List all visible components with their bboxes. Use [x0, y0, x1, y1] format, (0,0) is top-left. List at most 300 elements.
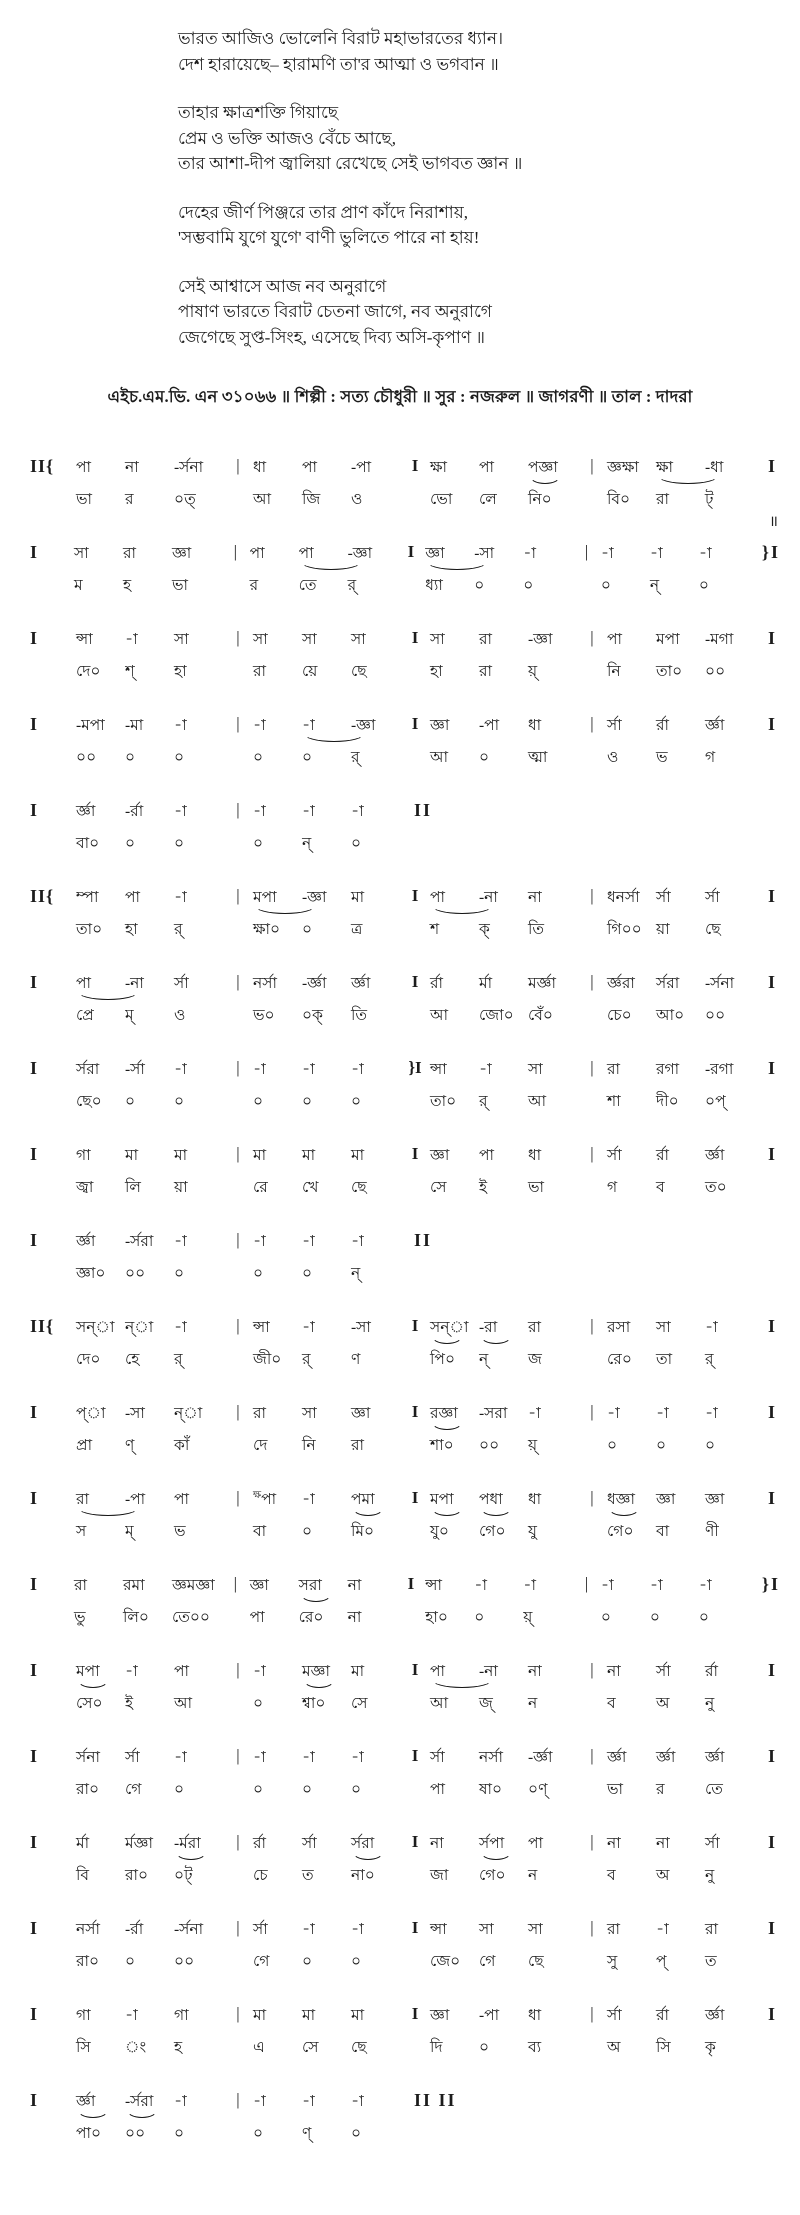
- note-text: -া: [125, 1663, 138, 1680]
- note-text: না: [607, 1663, 621, 1680]
- note-text: -না: [125, 975, 144, 992]
- lyric-text: ছে: [351, 663, 367, 680]
- lyric-text: র্: [347, 577, 357, 594]
- note-text: সা: [351, 631, 366, 648]
- note-text: -া: [125, 2007, 138, 2024]
- system-end-marker: I: [768, 1746, 778, 1766]
- note-text: পা: [479, 1147, 495, 1164]
- system-end-marker: II: [414, 800, 433, 820]
- lyric-text: ০০: [76, 749, 97, 766]
- lyric-text: সে: [351, 1695, 368, 1712]
- note-cell: [528, 885, 577, 943]
- note-text: পা: [76, 971, 125, 996]
- note-text: -া: [302, 1921, 315, 1938]
- measure: [607, 713, 754, 771]
- note-text: -মা: [125, 717, 144, 734]
- note-cell: [607, 1487, 656, 1545]
- lyric-text: পা: [249, 1609, 265, 1626]
- note-text: সা: [174, 631, 189, 648]
- lyric-text: হা: [430, 663, 443, 680]
- measure: [76, 1229, 223, 1287]
- note-cell: [76, 2003, 125, 2061]
- note-cell: [125, 885, 174, 943]
- note-cell: [123, 541, 172, 599]
- bar-separator: |: [236, 1402, 240, 1421]
- note-text: -পা: [479, 2007, 500, 2024]
- note-text: মা: [351, 1663, 365, 1680]
- note-text: রা: [607, 1061, 621, 1078]
- note-cell: [430, 1401, 479, 1459]
- measure: [76, 2003, 223, 2061]
- lyric-text: ধ্যা: [425, 577, 443, 594]
- lyric-text: রা০: [76, 1781, 100, 1798]
- note-cell: [76, 1917, 125, 1975]
- note-text: -র্সনা: [174, 1921, 204, 1938]
- bar-separator: |: [236, 1746, 240, 1765]
- note-text: -া: [174, 1749, 187, 1766]
- note-cell: [253, 1487, 302, 1545]
- note-cell: [430, 971, 479, 1029]
- lyric-text: সে০: [76, 1695, 103, 1712]
- lyric-text: ০: [649, 1609, 660, 1626]
- measure: [607, 627, 754, 685]
- note-cell: [430, 1831, 479, 1889]
- system-end-marker: I: [768, 1402, 778, 1422]
- notation-system: [30, 885, 780, 943]
- note-text: -া: [174, 2093, 187, 2110]
- system-start-marker: II{: [30, 456, 55, 476]
- note-cell: [705, 713, 754, 771]
- note-cell: [430, 1745, 479, 1803]
- note-cell: [705, 1315, 754, 1373]
- note-cell: [351, 971, 400, 1029]
- note-text: র্জ্ঞা: [76, 2089, 125, 2114]
- note-text: র্সা: [430, 1749, 445, 1766]
- note-text: র্জ্ঞা: [76, 1233, 96, 1250]
- note-cell: [76, 1229, 125, 1287]
- note-cell: [528, 455, 577, 513]
- lyric-text: ০০: [705, 1007, 726, 1024]
- note-text: -া: [351, 803, 364, 820]
- lyric-text: পা০: [76, 2125, 102, 2142]
- note-text: -া: [253, 1663, 266, 1680]
- note-text: মর্জ্ঞা: [528, 975, 556, 992]
- note-cell: [430, 885, 479, 943]
- lyric-text: হে: [125, 1351, 140, 1368]
- note-cell: [125, 1917, 174, 1975]
- note-cell: [607, 2003, 656, 2061]
- lyric-text: তে: [705, 1781, 723, 1798]
- note-text: পা: [528, 1835, 544, 1852]
- lyric-text: ০: [698, 1609, 709, 1626]
- lyric-text: স: [76, 1523, 87, 1540]
- lyric-text: ০: [253, 1781, 264, 1798]
- note-cell: [523, 1573, 572, 1631]
- note-cell: [607, 1659, 656, 1717]
- note-text: -র্রা: [125, 1921, 144, 1938]
- note-cell: [705, 1487, 754, 1545]
- note-cell: [430, 455, 479, 513]
- lyric-text: ০: [600, 1609, 611, 1626]
- note-text: ধা: [253, 459, 267, 476]
- note-cell: [174, 1831, 223, 1889]
- lyric-text: ০০: [125, 2125, 146, 2142]
- bar-separator: I: [411, 456, 419, 475]
- lyric-text: র্: [174, 1351, 183, 1368]
- note-text: জ্ঞক্ষা: [607, 459, 639, 476]
- lyric-text: গ: [607, 1179, 618, 1196]
- note-cell: [351, 1315, 400, 1373]
- note-text: -জ্ঞা: [302, 889, 327, 906]
- lyric-text: শ: [430, 921, 440, 938]
- measure: [601, 541, 748, 599]
- note-cell: [528, 1401, 577, 1459]
- note-cell: [302, 971, 351, 1029]
- measure: [76, 885, 223, 943]
- measure: [76, 1745, 223, 1803]
- lyric-text: গ: [705, 749, 716, 766]
- note-cell: [351, 885, 400, 943]
- measure: [253, 1745, 400, 1803]
- lyric-text: ০ণ্: [528, 1781, 548, 1798]
- note-cell: [656, 1831, 705, 1889]
- lyric-text: নি: [302, 1437, 316, 1454]
- note-text: রা: [607, 1921, 621, 1938]
- note-cell: [705, 1745, 754, 1803]
- system-end-marker: I: [768, 1488, 778, 1508]
- lyric-text: ছে: [528, 1953, 544, 1970]
- note-text: -র্জ্ঞা: [302, 975, 327, 992]
- lyric-text: ০: [302, 921, 313, 938]
- bar-separator: |: [590, 972, 594, 991]
- notation-system: [30, 1143, 780, 1201]
- note-cell: [607, 885, 656, 943]
- note-cell: [479, 1401, 528, 1459]
- note-cell: [125, 1143, 174, 1201]
- lyric-text: গে: [253, 1953, 270, 1970]
- note-cell: [253, 1831, 302, 1889]
- note-cell: [479, 1487, 528, 1545]
- lyric-text: দি: [430, 2039, 443, 2056]
- measure: [253, 627, 400, 685]
- note-cell: [430, 1057, 479, 1115]
- bar-separator: |: [236, 1144, 240, 1163]
- note-text: জ্ঞমজ্ঞা: [171, 1577, 215, 1594]
- system-start-marker: I: [30, 542, 39, 562]
- lyric-text: রা: [351, 1437, 365, 1454]
- note-text: পা: [302, 459, 318, 476]
- note-text: -র্সরা: [125, 2089, 174, 2114]
- note-text: র্রা: [430, 975, 444, 992]
- note-text: -া: [302, 1491, 315, 1508]
- measure: [253, 885, 400, 943]
- measure: [253, 1315, 400, 1373]
- measure: [253, 1057, 400, 1115]
- bar-separator: |: [233, 1574, 237, 1593]
- note-text: -া: [174, 803, 187, 820]
- lyric-text: ত্মা: [528, 749, 548, 766]
- note-text: সা: [253, 631, 268, 648]
- lyric-text: ০: [253, 835, 264, 852]
- measure: [253, 455, 400, 513]
- note-cell: [125, 1229, 174, 1287]
- lyric-text: ণ্: [302, 2125, 312, 2142]
- bar-separator: |: [236, 2090, 240, 2109]
- note-cell: [299, 541, 348, 599]
- lyric-text: ০: [351, 1093, 362, 1110]
- lyric-text: ০: [479, 749, 490, 766]
- note-text: জ্ঞা: [351, 1405, 371, 1422]
- lyric-text: ছে: [351, 1179, 367, 1196]
- note-text: র্রা: [253, 1835, 267, 1852]
- note-text: জ্ঞা: [171, 545, 192, 562]
- stanza: [178, 100, 780, 177]
- note-cell: [253, 799, 302, 857]
- note-text: রা: [528, 1319, 542, 1336]
- lyric-text: ০: [474, 1609, 485, 1626]
- note-text: নর্সা: [76, 1921, 100, 1938]
- note-cell: [607, 1315, 656, 1373]
- bar-separator: |: [590, 456, 594, 475]
- lyric-text: ম্: [125, 1007, 134, 1024]
- lyric-text: রা০: [76, 1953, 100, 1970]
- note-text: ক্ষা: [430, 459, 448, 476]
- lyric-text: ই: [479, 1179, 488, 1196]
- notation-system: [30, 514, 781, 599]
- lyric-text: য়া: [656, 921, 670, 938]
- notation-system: [30, 1831, 780, 1889]
- verse-line: তার আশা-দীপ জ্বালিয়া রেখেছে সেই ভাগবত জ্ঞান ॥: [178, 154, 523, 173]
- note-text: নর্সা: [253, 975, 277, 992]
- bar-separator: I: [411, 1402, 419, 1421]
- measure: [253, 713, 400, 771]
- lyric-text: শা: [607, 1093, 621, 1110]
- measure: [253, 1401, 400, 1459]
- note-cell: [528, 1659, 577, 1717]
- measure: [430, 455, 577, 513]
- lyric-text: ০০: [174, 1953, 195, 1970]
- note-text: র্মা: [479, 975, 493, 992]
- lyric-text: রে: [253, 1179, 268, 1196]
- note-text: ন্সা: [253, 1319, 270, 1336]
- note-cell: [607, 1057, 656, 1115]
- note-text: র্জ্ঞা: [705, 717, 725, 734]
- measure: [607, 1487, 754, 1545]
- lyric-text: পি০: [430, 1351, 456, 1368]
- note-cell: [174, 1229, 223, 1287]
- note-text: -া: [698, 1577, 712, 1594]
- note-cell: [348, 1573, 397, 1631]
- measure: [253, 1917, 400, 1975]
- bar-separator: |: [236, 2004, 240, 2023]
- lyric-text: তে: [298, 577, 317, 594]
- note-text: ম্পা: [76, 889, 99, 906]
- lyric-text: ০: [600, 577, 611, 594]
- measure: [607, 1143, 754, 1201]
- note-cell: [430, 627, 479, 685]
- notation-system: [30, 799, 780, 857]
- note-cell: [76, 799, 125, 857]
- note-text: ন্সা: [430, 1061, 447, 1078]
- note-text: না: [347, 1577, 362, 1594]
- system-end-marker: I: [768, 2004, 778, 2024]
- note-text: জ্ঞা: [430, 717, 450, 734]
- measure: [430, 2003, 577, 2061]
- note-text: -া: [656, 1405, 669, 1422]
- note-cell: [705, 1917, 754, 1975]
- note-cell: [656, 713, 705, 771]
- note-cell: [250, 541, 299, 599]
- measure: [607, 455, 754, 513]
- measure: [76, 1143, 223, 1201]
- measure: [76, 627, 223, 685]
- note-cell: [76, 1659, 125, 1717]
- lyric-text: ব্য: [528, 2039, 542, 2056]
- lyric-text: নি০: [528, 491, 552, 508]
- note-text: -ধা: [705, 459, 724, 476]
- lyric-text: ভু: [73, 1609, 86, 1626]
- lyric-text: ভ: [656, 749, 668, 766]
- bar-separator: |: [236, 1832, 240, 1851]
- note-text: মা: [253, 2007, 267, 2024]
- note-text: মপা: [253, 885, 302, 910]
- bar-separator: |: [590, 2004, 594, 2023]
- lyric-text: ০০: [125, 1265, 146, 1282]
- note-text: -া: [174, 1233, 187, 1250]
- note-text: না: [528, 1663, 542, 1680]
- note-cell: [174, 1917, 223, 1975]
- lyric-text: রে০: [607, 1351, 632, 1368]
- measure: [425, 1573, 572, 1631]
- measure: [430, 971, 577, 1029]
- lyric-text: জি: [302, 491, 321, 508]
- lyric-text: ০: [607, 1437, 618, 1454]
- lyric-text: র্: [479, 1093, 488, 1110]
- bar-separator: |: [233, 542, 237, 561]
- note-cell: [302, 1143, 351, 1201]
- note-cell: [174, 627, 223, 685]
- measure: [253, 1831, 400, 1889]
- note-text: -া: [351, 1749, 364, 1766]
- bar-separator: |: [590, 1660, 594, 1679]
- lyric-text: দে: [253, 1437, 268, 1454]
- note-cell: [125, 713, 174, 771]
- notation-system: [30, 1229, 780, 1287]
- lyric-text: ০: [302, 1781, 313, 1798]
- note-text: -া: [302, 1233, 315, 1250]
- note-cell: [430, 1315, 479, 1373]
- lyric-text: আ: [174, 1695, 193, 1712]
- note-text: ন্সা: [430, 1921, 447, 1938]
- verse-line: 'সম্ভবামি যুগে যুগে' বাণী ভুলিতে পারে না হায়!: [178, 228, 480, 247]
- lyric-text: ০: [351, 1953, 362, 1970]
- lyric-text: সে: [302, 2039, 319, 2056]
- note-text: -া: [523, 545, 537, 562]
- lyric-text: ০: [253, 1265, 264, 1282]
- lyric-text: ০: [125, 1093, 136, 1110]
- note-text: সা: [302, 1405, 317, 1422]
- note-cell: [656, 971, 705, 1029]
- lyric-text: ব: [607, 1695, 616, 1712]
- note-text: র্জ্ঞা: [705, 2007, 725, 2024]
- note-cell: [705, 1143, 754, 1201]
- note-cell: [125, 1745, 174, 1803]
- note-cell: [430, 1487, 479, 1545]
- lyric-text: র: [656, 1781, 665, 1798]
- note-text: পা: [174, 1663, 190, 1680]
- bar-separator: |: [236, 456, 240, 475]
- measure: [607, 971, 754, 1029]
- lyric-text: ভা: [607, 1781, 624, 1798]
- note-text: -মগা: [705, 631, 734, 648]
- note-cell: [302, 1659, 351, 1717]
- measure: [607, 885, 754, 943]
- measure: [74, 541, 221, 599]
- note-cell: [125, 455, 174, 513]
- bar-separator: I: [411, 1660, 419, 1679]
- note-text: -া: [474, 1577, 488, 1594]
- note-cell: [125, 627, 174, 685]
- note-cell: [479, 1917, 528, 1975]
- note-text: ন্া: [125, 1319, 154, 1336]
- note-cell: [425, 1573, 474, 1631]
- note-cell: [705, 1401, 754, 1459]
- lyric-text: ০: [174, 2125, 185, 2142]
- lyric-text: বি০: [607, 491, 631, 508]
- note-cell: [430, 1917, 479, 1975]
- note-text: $^{ক্ষ}$পা: [253, 1489, 277, 1508]
- lyric-text: ং: [125, 2039, 147, 2056]
- note-text: জ্ঞা: [656, 1491, 676, 1508]
- note-cell: [656, 1659, 705, 1717]
- note-text: -া: [302, 1061, 315, 1078]
- bar-separator: I: [411, 1316, 419, 1335]
- bar-separator: I: [411, 2004, 419, 2023]
- lyric-text: চে: [253, 1867, 268, 1884]
- lyric-text: ন: [528, 1695, 538, 1712]
- note-text: র্সা: [656, 889, 671, 906]
- notation-system: [30, 713, 780, 771]
- note-cell: [174, 455, 223, 513]
- lyric-text: রা: [479, 663, 493, 680]
- lyric-text: ০: [523, 577, 534, 594]
- bar-separator: |: [590, 1402, 594, 1421]
- note-cell: [656, 1057, 705, 1115]
- note-text: -র্মরা: [174, 1831, 223, 1856]
- measure: [607, 1057, 754, 1115]
- lyric-text: প্রা: [76, 1437, 93, 1454]
- lyric-text: শা০: [430, 1437, 454, 1454]
- note-cell: [76, 885, 125, 943]
- bar-separator: |: [236, 1488, 240, 1507]
- note-cell: [302, 1315, 351, 1373]
- bar-separator: I: [411, 1918, 419, 1937]
- note-cell: [174, 2003, 223, 2061]
- lyric-text: সি: [656, 2039, 671, 2056]
- measure: [76, 1659, 223, 1717]
- verse-line: পাষাণ ভারতে বিরাট চেতনা জাগে, নব অনুরাগে: [178, 302, 492, 321]
- note-text: না: [607, 1835, 621, 1852]
- note-cell: [351, 1401, 400, 1459]
- note-text: -জ্ঞা: [528, 631, 553, 648]
- lyric-text: ছে০: [76, 1093, 102, 1110]
- measure: [430, 1315, 577, 1373]
- lyric-text: ট্: [705, 491, 714, 508]
- measure: [76, 1917, 223, 1975]
- lyric-text: য়া: [174, 1179, 188, 1196]
- note-text: -া: [705, 1319, 718, 1336]
- note-cell: [302, 1487, 351, 1545]
